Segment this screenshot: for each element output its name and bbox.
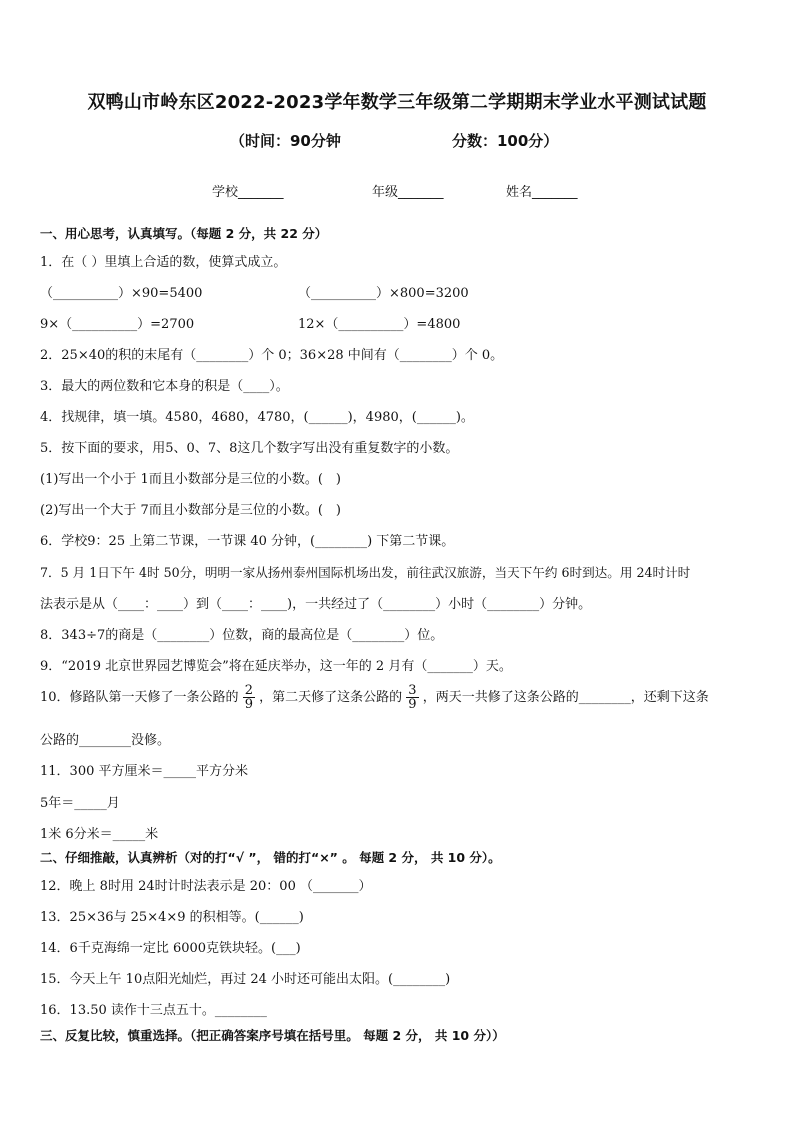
question-5-part2: (2)写出一个大于 7而且小数部分是三位的小数。( ) [40,503,341,518]
section-3-heading: 三、反复比较，慎重选择。（把正确答案序号填在括号里。 每题 2 分， 共 10 分）） [40,1028,505,1043]
question-2: 2．25×40的积的末尾有（________）个 0；36×28 中间有（________）个 0。 [40,348,504,363]
fraction-denominator: 9 [244,697,253,712]
question-1c: 9×（__________）=2700 [40,317,195,332]
question-1a: （__________）×90=5400 [40,286,203,301]
fraction-numerator: 2 [244,683,253,698]
question-6: 6．学校9：25 上第二节课，一节课 40 分钟，(________) 下第二节课。 [40,534,455,549]
question-10-text-c: ，两天一共修了这条公路的________，还剩下这条 [422,690,709,705]
exam-score: 分数：100分） [452,132,559,150]
exam-time: （时间：90分钟 [230,132,341,150]
question-16: 16．13.50 读作十三点五十。________ [40,1003,267,1018]
question-1-stem: 1．在（ ）里填上合适的数，使算式成立。 [40,255,287,270]
question-11c: 1米 6分米＝_____米 [40,827,159,842]
fraction-numerator: 3 [408,683,417,698]
question-3: 3．最大的两位数和它本身的积是（____）。 [40,379,289,394]
name-field: 姓名_______ [506,185,578,200]
question-10-line2: 公路的________没修。 [40,733,171,748]
question-5-stem: 5．按下面的要求，用5、0、7、8这几个数字写出没有重复数字的小数。 [40,441,459,456]
section-2-heading: 二、仔细推敲，认真辨析（对的打“√ ”， 错的打“×” 。 每题 2 分， 共 10 分）。 [40,850,501,865]
fraction-two-ninths [243,684,255,711]
grade-field: 年级_______ [372,185,444,200]
question-5-part1: (1)写出一个小于 1而且小数部分是三位的小数。( ) [40,472,341,487]
school-field: 学校_______ [212,185,284,200]
question-14: 14．6千克海绵一定比 6000克铁块轻。(___) [40,941,301,956]
question-1d: 12×（__________）=4800 [298,317,461,332]
question-4: 4．找规律，填一填。4580，4680，4780，(______)，4980，(______)。 [40,410,474,425]
question-8: 8．343÷7的商是（________）位数，商的最高位是（________）位。 [40,628,444,643]
question-10-text-b: ，第二天修了这条公路的 [259,690,403,705]
question-7-line2: 法表示是从（____：____）到（____：____)，一共经过了（________）小时（________）分钟。 [40,597,592,612]
question-11b: 5年＝_____月 [40,796,120,811]
question-10-text-a: 10．修路队第一天修了一条公路的 [40,690,239,705]
question-13: 13．25×36与 25×4×9 的积相等。(______) [40,910,304,925]
fraction-denominator: 9 [408,697,417,712]
section-1-heading: 一、用心思考，认真填写。（每题 2 分，共 22 分） [40,226,328,241]
question-15: 15．今天上午 10点阳光灿烂，再过 24 小时还可能出太阳。(________) [40,972,451,987]
question-12: 12．晚上 8时用 24时计时法表示是 20：00 （_______） [40,879,372,894]
exam-title: 双鸭山市岭东区2022-2023学年数学三年级第二学期期末学业水平测试试题 [87,92,707,113]
question-11a: 11．300 平方厘米＝_____平方分米 [40,764,248,779]
question-7-line1: 7．5 月 1日下午 4时 50分，明明一家从扬州泰州国际机场出发，前往武汉旅游，当天下午约 6时到达。用 24时计时 [40,565,691,580]
question-1b: （__________）×800=3200 [298,286,469,301]
question-10-line1 [40,683,709,713]
question-9: 9．“2019 北京世界园艺博览会”将在延庆举办，这一年的 2 月有（_______）天。 [40,659,512,674]
fraction-three-ninths [406,684,418,711]
